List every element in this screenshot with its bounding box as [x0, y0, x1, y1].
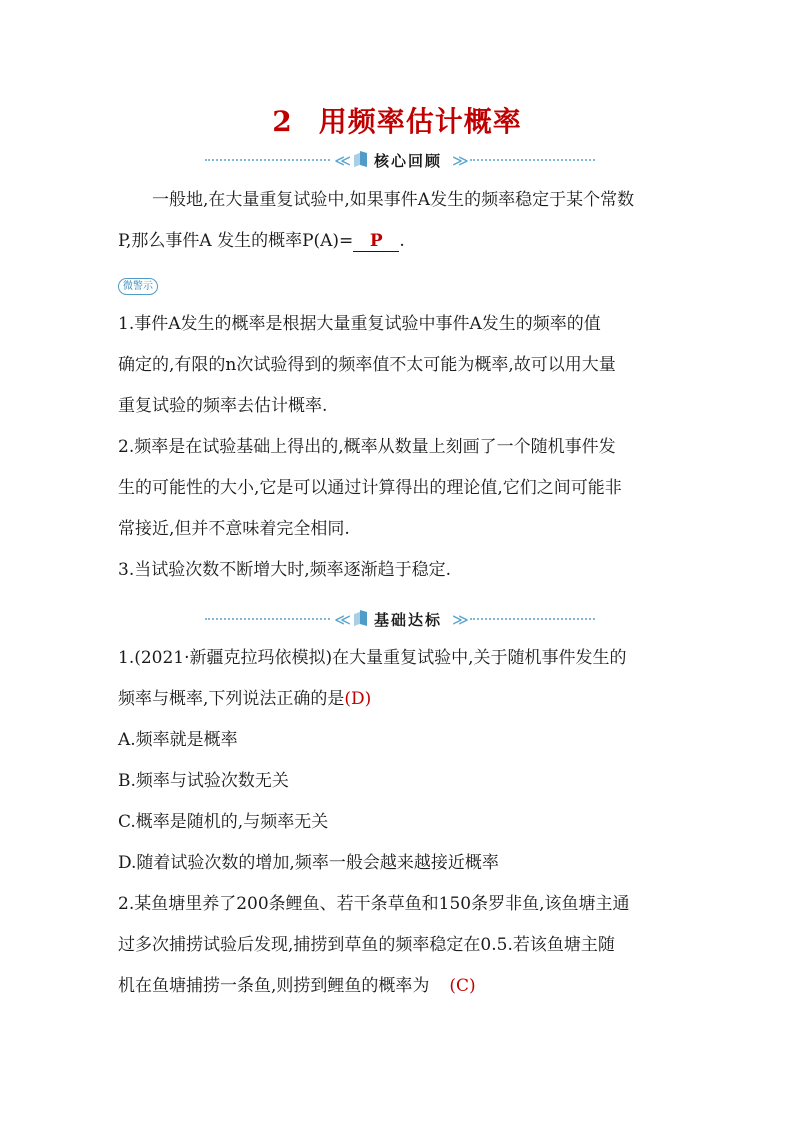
chevron-right-icon: ≫ — [452, 609, 466, 629]
text-line — [118, 679, 688, 720]
answer: (D) — [344, 689, 372, 709]
text-span: . — [399, 231, 405, 251]
divider — [205, 618, 330, 620]
tip-badge: 微警示 — [118, 278, 158, 295]
section-title: 核心回顾 — [374, 151, 443, 170]
question-1 — [118, 638, 688, 884]
text-line: 过多次捕捞试验后发现,捕捞到草鱼的频率稳定在0.5.若该鱼塘主随 — [118, 935, 615, 955]
text-line: 1.事件A发生的概率是根据大量重复试验中事件A发生的频率的值 — [118, 314, 601, 334]
section-number: 2 — [272, 105, 293, 138]
title-text: 用频率估计概率 — [318, 105, 522, 138]
text-line: 重复试验的频率去估计概率. — [118, 396, 328, 416]
page-title — [0, 100, 794, 140]
divider — [470, 159, 595, 161]
option: B.频率与试验次数无关 — [118, 771, 289, 791]
chevron-left-icon: ≪ — [334, 609, 348, 629]
chevron-left-icon: ≪ — [334, 150, 348, 170]
divider — [205, 159, 330, 161]
section-title: 基础达标 — [374, 610, 443, 629]
chevron-right-icon: ≫ — [452, 150, 466, 170]
tip-points — [118, 304, 688, 591]
answer: (C) — [449, 976, 476, 996]
review-paragraph — [118, 180, 688, 262]
text-line: 确定的,有限的n次试验得到的频率值不太可能为概率,故可以用大量 — [118, 355, 616, 375]
text-span: 机在鱼塘捕捞一条鱼,则捞到鲤鱼的概率为 — [118, 976, 430, 996]
option: C.概率是随机的,与频率无关 — [118, 812, 329, 832]
section-header-review — [205, 148, 595, 172]
book-icon — [354, 611, 368, 627]
text-line — [118, 221, 688, 262]
text-span: P,那么事件A 发生的概率P(A)= — [118, 231, 354, 251]
option: D.随着试验次数的增加,频率一般会越来越接近概率 — [118, 853, 499, 873]
book-icon — [354, 152, 368, 168]
text-line: 生的可能性的大小,它是可以通过计算得出的理论值,它们之间可能非 — [118, 478, 622, 498]
text-line — [118, 966, 688, 1007]
text-line: 2.某鱼塘里养了200条鲤鱼、若干条草鱼和150条罗非鱼,该鱼塘主通 — [118, 894, 630, 914]
question-2 — [118, 884, 688, 1007]
text-line: 1.(2021·新疆克拉玛依模拟)在大量重复试验中,关于随机事件发生的 — [118, 648, 627, 668]
option: A.频率就是概率 — [118, 730, 238, 750]
divider — [470, 618, 595, 620]
section-header-basics — [205, 607, 595, 631]
text-line: 一般地,在大量重复试验中,如果事件A发生的频率稳定于某个常数 — [152, 190, 635, 210]
text-line: 3.当试验次数不断增大时,频率逐渐趋于稳定. — [118, 560, 452, 580]
text-line: 常接近,但并不意味着完全相同. — [118, 519, 350, 539]
text-line: 2.频率是在试验基础上得出的,概率从数量上刻画了一个随机事件发 — [118, 437, 616, 457]
text-span: 频率与概率,下列说法正确的是 — [118, 689, 345, 709]
fill-blank: P — [353, 231, 399, 252]
